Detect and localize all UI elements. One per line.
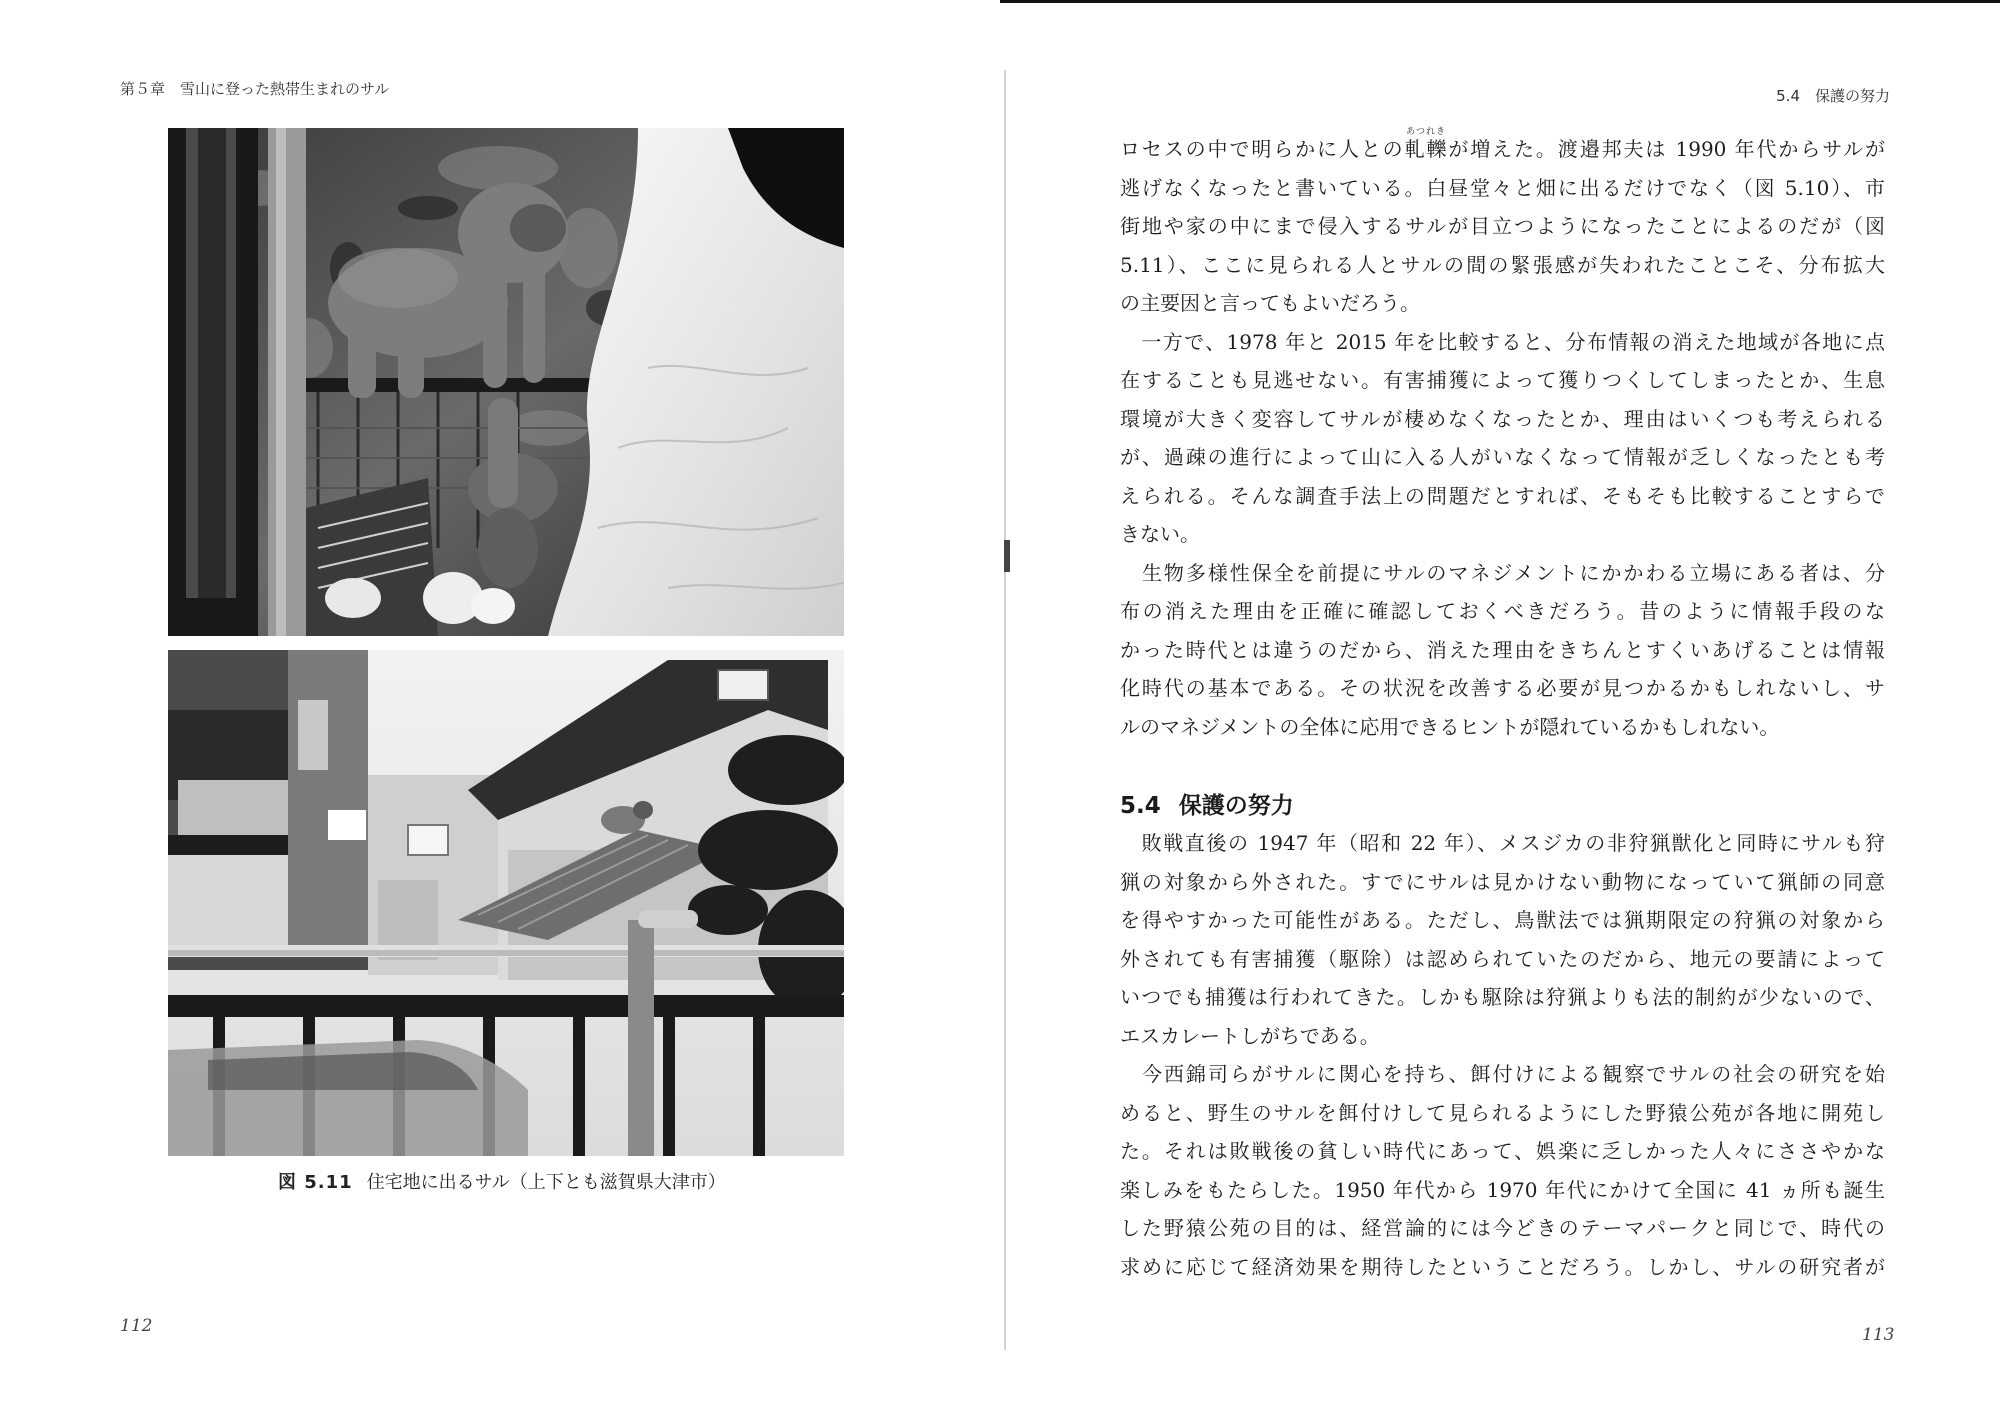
- text-line: かった時代とは違うのだから、消えた理由をきちんとすくいあげることは情報: [1120, 637, 1885, 662]
- text-line: 敗戦直後の 1947 年（昭和 22 年）、メスジカの非狩猟獣化と同時にサルも狩: [1120, 831, 1885, 855]
- figure-caption: [278, 1168, 726, 1194]
- text-line: 逃げなくなったと書いている。白昼堂々と畑に出るだけでなく（図 5.10）、市: [1120, 175, 1885, 200]
- section-number: 5.4: [1120, 793, 1161, 819]
- text-line: を得やすかった可能性がある。ただし、鳥獣法では猟期限定の狩猟の対象から: [1120, 908, 1885, 932]
- text-line: 生物多様性保全を前提にサルのマネジメントにかかわる立場にある者は、分: [1120, 560, 1885, 585]
- left-page-number: 112: [120, 1316, 153, 1336]
- text-line: の主要因と言ってもよいだろう。: [1120, 291, 1420, 315]
- text-line: ルのマネジメントの全体に応用できるヒントが隠れているかもしれない。: [1120, 714, 1780, 739]
- text-line: 外されても有害捕獲（駆除）は認められていたのだから、地元の要請によって: [1120, 946, 1885, 971]
- text-line: えられる。そんな調査手法上の問題だとすれば、そもそも比較することすらで: [1120, 483, 1885, 508]
- photo-monkey-on-roof: [168, 650, 844, 1156]
- left-running-head: 第５章 雪山に登った熱帯生まれのサル: [120, 80, 390, 98]
- text-line: 在することも見逃せない。有害捕獲によって獲りつくしてしまったとか、生息: [1120, 368, 1885, 392]
- text-line: ロセスの中で明らかに人との軋轢が増えた。渡邉邦夫は 1990 年代からサルが: [1120, 137, 1885, 161]
- section-title: 保護の努力: [1178, 793, 1294, 819]
- section-heading: [1120, 787, 1294, 820]
- text-line: が、過疎の進行によって山に入る人がいなくなって情報が乏しくなったとも考: [1120, 445, 1885, 469]
- text-line: 布の消えた理由を正確に確認しておくべきだろう。昔のように情報手段のな: [1120, 599, 1885, 623]
- text-line: 街地や家の中にまで侵入するサルが目立つようになったことによるのだが（図: [1120, 214, 1885, 238]
- text-line: 5.11）、ここに見られる人とサルの間の緊張感が失われたことこそ、分布拡大: [1120, 252, 1885, 277]
- furigana-atsureki: あつれき: [1406, 127, 1447, 137]
- body-text-lower: [1120, 824, 1885, 1286]
- text-line: いつでも捕獲は行われてきた。しかも駆除は狩猟よりも法的制約が少ないので、: [1120, 985, 1885, 1009]
- text-line: エスカレートしがちである。: [1120, 1023, 1380, 1048]
- right-page-number: 113: [1862, 1325, 1895, 1345]
- text-line: 化時代の基本である。その状況を改善する必要が見つかるかもしれないし、サ: [1120, 676, 1885, 700]
- figure-caption-text: 住宅地に出るサル（上下とも滋賀県大津市）: [366, 1172, 726, 1193]
- text-line: 猟の対象から外された。すでにサルは見かけない動物になっていて猟師の同意: [1120, 869, 1885, 894]
- text-line: 楽しみをもたらした。1950 年代から 1970 年代にかけて全国に 41 ヵ所も誕生: [1120, 1177, 1885, 1202]
- text-line: 求めに応じて経済効果を期待したということだろう。しかし、サルの研究者が: [1120, 1254, 1885, 1279]
- body-text-upper: [1120, 130, 1885, 746]
- text-line: た。それは敗戦後の貧しい時代にあって、娯楽に乏しかった人々にささやかな: [1120, 1139, 1885, 1163]
- figure-label: 図 5.11: [278, 1172, 353, 1193]
- text-line: めると、野生のサルを餌付けして見られるようにした野猿公苑が各地に開苑し: [1120, 1100, 1885, 1125]
- text-line: した野猿公苑の目的は、経営論的には今どきのテーマパークと同じで、時代の: [1120, 1216, 1885, 1240]
- right-running-head: 5.4 保護の努力: [1776, 87, 1890, 105]
- text-line: 一方で、1978 年と 2015 年を比較すると、分布情報の消えた地域が各地に点: [1120, 329, 1885, 354]
- photo-monkey-on-railing: [168, 128, 844, 636]
- text-line: 今西錦司らがサルに関心を持ち、餌付けによる観察でサルの社会の研究を始: [1120, 1062, 1885, 1086]
- text-line: きない。: [1120, 522, 1200, 546]
- text-line: 環境が大きく変容してサルが棲めなくなったとか、理由はいくつも考えられる: [1120, 406, 1885, 431]
